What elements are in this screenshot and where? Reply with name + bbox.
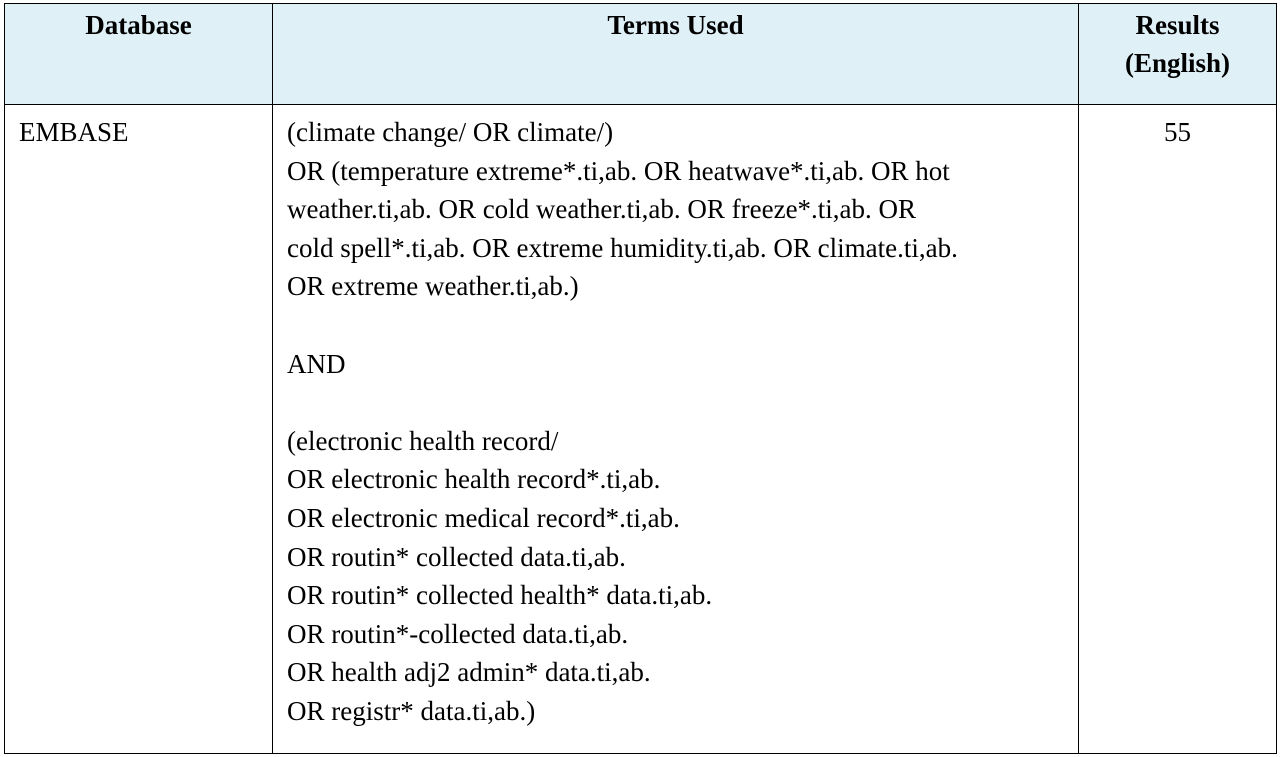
terms-line: OR routin* collected health* data.ti,ab.	[287, 580, 713, 611]
cell-database: EMBASE	[5, 105, 273, 754]
search-strategy-table	[4, 3, 1277, 754]
header-results-line2: (English)	[1124, 48, 1231, 78]
table-row	[5, 105, 1277, 754]
terms-line: OR (temperature extreme*.ti,ab. OR heatwave*.ti,ab. OR hot	[287, 155, 950, 186]
cell-results: 55	[1079, 105, 1277, 754]
header-database: Database	[5, 4, 273, 105]
terms-line: OR electronic medical record*.ti,ab.	[287, 502, 680, 533]
blank-line	[287, 383, 1064, 422]
header-results	[1079, 4, 1277, 105]
terms-line: weather.ti,ab. OR cold weather.ti,ab. OR freeze*.ti,ab. OR	[287, 194, 917, 225]
terms-line: (climate change/ OR climate/)	[287, 117, 614, 147]
terms-operator-and: AND	[287, 348, 346, 379]
terms-line: OR electronic health record*.ti,ab.	[287, 464, 661, 495]
terms-line: OR routin*-collected data.ti,ab.	[287, 618, 629, 649]
header-terms-used: Terms Used	[273, 4, 1079, 105]
blank-line	[287, 306, 1064, 345]
header-row	[5, 4, 1277, 105]
terms-line: OR health adj2 admin* data.ti,ab.	[287, 657, 651, 688]
terms-line: cold spell*.ti,ab. OR extreme humidity.ti,ab. OR climate.ti,ab.	[287, 232, 958, 263]
terms-line: OR extreme weather.ti,ab.)	[287, 271, 579, 302]
terms-line: OR routin* collected data.ti,ab.	[287, 541, 626, 572]
header-results-line1: Results	[1135, 10, 1220, 40]
terms-line: OR registr* data.ti,ab.)	[287, 695, 536, 726]
terms-line: (electronic health record/	[287, 425, 559, 456]
cell-terms-used	[273, 105, 1079, 754]
